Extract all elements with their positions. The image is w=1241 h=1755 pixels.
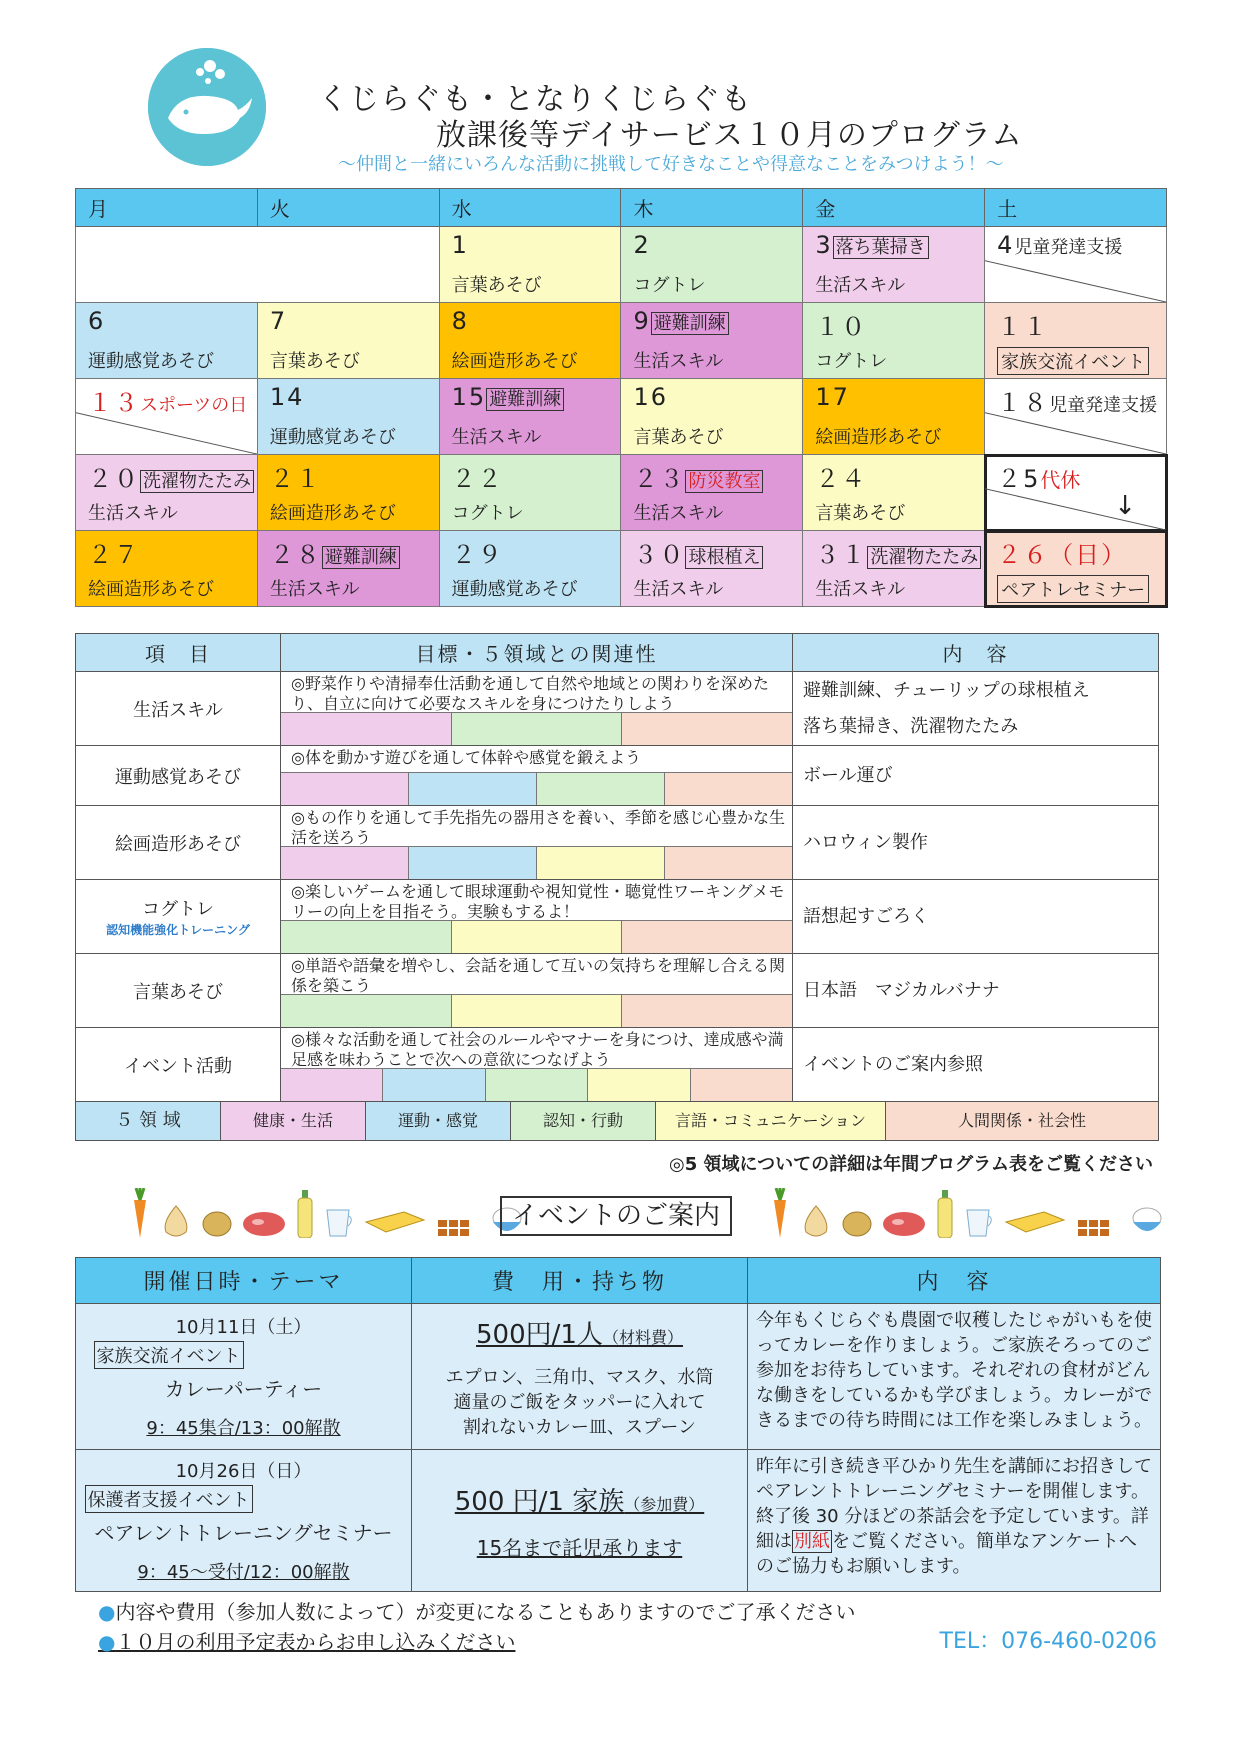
- day-number-text: 4: [997, 231, 1015, 259]
- footer-note-2: [98, 1626, 515, 1655]
- arrow-down-icon: ↓: [1114, 491, 1136, 521]
- day-number-text: 6: [88, 307, 106, 335]
- goals-header-cell: 目標・５領域との関連性: [281, 634, 793, 672]
- event-row-seminar: [76, 1450, 1161, 1592]
- event-row-curry: [76, 1304, 1161, 1450]
- day-number-text: １１: [997, 313, 1050, 341]
- event-item: 適量のご飯をタッパーに入れて: [453, 1391, 706, 1413]
- calendar-day-cell[interactable]: [985, 303, 1167, 379]
- weekday-header: 木: [621, 189, 803, 227]
- domain-color-bars: [281, 772, 792, 805]
- calendar-day-cell[interactable]: [76, 379, 258, 455]
- calendar-week-row: [76, 455, 1167, 531]
- event-fee-note: （材料費）: [602, 1327, 683, 1347]
- day-activity: 絵画造形あそび: [815, 427, 942, 448]
- meat-icon: [882, 1210, 926, 1238]
- day-number-text: 2: [633, 231, 651, 259]
- day-number: [452, 535, 504, 570]
- day-number: [633, 535, 763, 570]
- calendar-week-row: [76, 379, 1167, 455]
- calendar-day-cell[interactable]: [76, 303, 258, 379]
- event-items: [412, 1365, 747, 1440]
- day-number: [88, 535, 140, 570]
- goals-row: [76, 1028, 1159, 1102]
- domain-color-bar: [409, 773, 537, 805]
- carrot-icon: [770, 1188, 790, 1238]
- meat-icon: [242, 1210, 286, 1238]
- goals-goal-text: ◎体を動かす遊びを通して体幹や感覚を鍛えよう: [291, 748, 641, 767]
- goals-row: [76, 672, 1159, 746]
- day-event-label: 児童発達支援: [1014, 237, 1123, 258]
- calendar-day-cell[interactable]: [985, 531, 1167, 607]
- day-number: [815, 307, 867, 342]
- day-activity: 生活スキル: [633, 503, 724, 524]
- event-desc-text: 昨年に引き続き平ひかり先生を講師にお招きしてペアレントトレーニングセミナーを開催します。終了後 30 分ほどの茶話会を予定しています。詳細は: [756, 1456, 1152, 1552]
- bullet-icon: ●: [98, 1630, 116, 1654]
- oil-bottle-icon: [296, 1190, 314, 1238]
- bullet-icon: ●: [98, 1600, 116, 1624]
- day-number-text: １０: [815, 313, 868, 341]
- goals-content-cell: [793, 746, 1159, 806]
- goals-goal-cell: [281, 1028, 793, 1102]
- event-fee: [412, 1314, 747, 1351]
- domains-note: ◎5 領域についての詳細は年間プログラム表をご覧ください: [669, 1154, 1153, 1175]
- goals-goal-text: ◎様々な活動を通して社会のルールやマナーを身につけ、達成感や満足感を味わうことで次への意欲につなげよう: [291, 1030, 784, 1068]
- calendar-day-cell[interactable]: [439, 227, 621, 303]
- goals-content-line: イベントのご案内参照: [803, 1053, 983, 1075]
- calendar-day-cell[interactable]: [621, 379, 803, 455]
- day-activity: 言葉あそび: [633, 427, 724, 448]
- calendar-day-cell[interactable]: [439, 379, 621, 455]
- event-badge: 家族交流イベント: [94, 1341, 244, 1369]
- goals-goal-cell: [281, 746, 793, 806]
- phone-number[interactable]: TEL：076-460-0206: [939, 1629, 1157, 1654]
- event-time: 9：45集合/13：00解散: [146, 1418, 341, 1439]
- weekday-header: 月: [76, 189, 258, 227]
- day-number: [997, 535, 1127, 570]
- day-activity: 運動感覚あそび: [88, 351, 214, 372]
- day-activity: 言葉あそび: [815, 503, 906, 524]
- calendar-body: [76, 227, 1167, 607]
- calendar-week-row: [76, 531, 1167, 607]
- goals-content-cell: [793, 1028, 1159, 1102]
- event-header-content: 内 容: [748, 1258, 1161, 1304]
- goals-content-cell: [793, 806, 1159, 880]
- day-event-label: 洗濯物たたみ: [867, 546, 981, 569]
- domain-color-bar: [622, 713, 792, 745]
- day-number-text: ２２: [451, 465, 504, 493]
- domain-legend-item: 運動・感覚: [366, 1102, 511, 1140]
- domains-label: ５ 領 域: [76, 1102, 221, 1140]
- domain-color-bars: [281, 712, 792, 745]
- day-event-label: 防災教室: [685, 470, 763, 493]
- day-number-text: ２5: [997, 465, 1041, 493]
- day-event-label: 落ち葉掃き: [833, 236, 929, 259]
- day-number-text: ２３: [633, 465, 686, 493]
- footer-note-1: [98, 1596, 855, 1625]
- domains-legend-row: [76, 1102, 1159, 1141]
- event-description: [748, 1450, 1161, 1592]
- day-number: [997, 307, 1049, 342]
- day-event-label: スポーツの日: [140, 395, 248, 416]
- domain-color-bar: [665, 773, 792, 805]
- goals-row: [76, 880, 1159, 954]
- goals-content-line: ハロウィン製作: [803, 831, 928, 853]
- day-event-label: 代休: [1040, 468, 1081, 492]
- day-number-text: 3: [815, 231, 833, 259]
- day-number-text: ２８: [269, 541, 322, 569]
- goals-goal-text: ◎単語や語彙を増やし、会話を通して互いの気持ちを理解し合える関係を築こう: [291, 956, 785, 994]
- day-number: [270, 307, 287, 335]
- domain-color-bar: [281, 995, 452, 1027]
- domain-color-bar: [665, 847, 792, 879]
- day-event-label: 球根植え: [685, 546, 763, 569]
- domain-color-bar: [537, 773, 665, 805]
- footer-note-2-text: １０月の利用予定表からお申し込みください: [115, 1630, 516, 1654]
- domain-color-bars: [281, 846, 792, 879]
- potato-icon: [202, 1210, 232, 1238]
- goals-goal-cell: [281, 880, 793, 954]
- day-number: [270, 383, 305, 411]
- day-activity: 生活スキル: [269, 579, 360, 600]
- domain-legend-item: 認知・行動: [511, 1102, 656, 1140]
- domain-color-bar: [281, 773, 409, 805]
- day-number-text: １３: [88, 389, 140, 417]
- day-activity: 運動感覚あそび: [269, 427, 396, 448]
- event-banner-title: イベントのご案内: [500, 1196, 732, 1236]
- day-activity: 生活スキル: [88, 503, 178, 524]
- goals-item-subtitle: 認知機能強化トレーニング: [106, 923, 250, 937]
- goals-item-name: コグトレ: [142, 899, 214, 920]
- rice-bowl-icon: [1130, 1206, 1164, 1238]
- event-table: [75, 1257, 1161, 1592]
- day-number-text: 9: [633, 307, 651, 335]
- butter-icon: [364, 1208, 426, 1238]
- day-number-text: ３１: [815, 541, 868, 569]
- domain-color-bar: [622, 995, 792, 1027]
- day-number: [997, 231, 1122, 259]
- day-number-text: ２７: [88, 541, 140, 569]
- domain-color-bar: [452, 995, 623, 1027]
- calendar-day-cell[interactable]: [257, 303, 439, 379]
- calendar-day-cell[interactable]: [985, 379, 1167, 455]
- day-activity: 生活スキル: [815, 275, 906, 296]
- calendar-day-cell[interactable]: [439, 531, 621, 607]
- domain-color-bars: [281, 994, 792, 1027]
- domain-color-bar: [537, 847, 665, 879]
- goals-goal-text: ◎楽しいゲームを通して眼球運動や視知覚性・聴覚性ワーキングメモリーの向上を目指そう。実験もするよ！: [291, 882, 785, 920]
- calendar-table: [75, 188, 1167, 607]
- goals-content-cell: [793, 672, 1159, 746]
- goals-goal-cell: [281, 672, 793, 746]
- domain-color-bar: [281, 921, 452, 953]
- day-number-text: ２６（日）: [997, 541, 1128, 569]
- domain-color-bar: [281, 1069, 383, 1101]
- goals-header-row: [76, 634, 1159, 672]
- weekday-header: 水: [439, 189, 621, 227]
- day-number: [633, 231, 650, 259]
- event-fee-note: （参加費）: [624, 1494, 705, 1514]
- day-number-text: １８: [997, 389, 1050, 417]
- day-number: [452, 459, 504, 494]
- day-number-text: ２４: [815, 465, 868, 493]
- calendar-day-cell[interactable]: [621, 455, 803, 531]
- goals-body: [76, 672, 1159, 1141]
- page-title-line1: くじらぐも・となりくじらぐも: [318, 82, 752, 117]
- page-subtitle: ～仲間と一緒にいろんな活動に挑戦して好きなことや得意なことをみつけよう！～: [338, 154, 1004, 175]
- day-number-text: 7: [269, 307, 288, 335]
- calendar-day-cell[interactable]: [257, 455, 439, 531]
- domain-color-bar: [452, 713, 623, 745]
- calendar-day-cell[interactable]: [439, 455, 621, 531]
- domain-color-bar: [452, 921, 623, 953]
- day-number-text: ２９: [451, 541, 504, 569]
- day-activity: コグトレ: [451, 503, 524, 524]
- day-activity: コグトレ: [633, 275, 706, 296]
- day-number-text: 8: [451, 307, 469, 335]
- goals-item-cell: [76, 746, 281, 806]
- calendar-day-cell[interactable]: [76, 227, 440, 303]
- goals-goal-text: ◎野菜作りや清掃奉仕活動を通して自然や地域との関わりを深めたり、自立に向けて必要なスキルを身につけたりしよう: [291, 674, 769, 712]
- weekday-header: 金: [803, 189, 985, 227]
- day-number: [815, 535, 981, 570]
- event-badge: 保護者支援イベント: [85, 1485, 253, 1513]
- day-activity: 言葉あそび: [269, 351, 360, 372]
- day-number: [997, 459, 1080, 494]
- domain-color-bar: [383, 1069, 485, 1101]
- goals-item-name: 絵画造形あそび: [115, 833, 241, 855]
- day-number: [452, 383, 565, 411]
- day-activity: 絵画造形あそび: [88, 579, 214, 600]
- goals-item-cell: [76, 954, 281, 1028]
- domain-color-bar: [486, 1069, 588, 1101]
- curry-roux-icon: [1076, 1218, 1120, 1238]
- goals-goal-cell: [281, 954, 793, 1028]
- day-activity: 家族交流イベント: [997, 347, 1149, 375]
- domain-color-bar: [281, 713, 452, 745]
- calendar-day-cell[interactable]: [76, 455, 258, 531]
- day-activity: 生活スキル: [815, 579, 906, 600]
- calendar-day-cell[interactable]: [439, 303, 621, 379]
- goals-item-name: 生活スキル: [133, 699, 223, 721]
- day-number: [633, 307, 728, 335]
- goals-content-cell: [793, 880, 1159, 954]
- calendar-day-cell[interactable]: [803, 379, 985, 455]
- day-activity: 生活スキル: [451, 427, 542, 448]
- goals-item-name: 言葉あそび: [133, 981, 223, 1003]
- butter-icon: [1004, 1208, 1066, 1238]
- calendar-day-cell[interactable]: [621, 227, 803, 303]
- day-number-text: ２１: [269, 465, 322, 493]
- day-number: [270, 459, 322, 494]
- day-number-text: ３０: [633, 541, 686, 569]
- day-number: [815, 231, 928, 259]
- goals-content-line: 語想起すごろく: [803, 905, 929, 927]
- carrot-icon: [130, 1188, 150, 1238]
- day-number: [452, 231, 469, 259]
- goals-content-line: 避難訓練、チューリップの球根植え: [803, 679, 1090, 701]
- event-date: 10月11日（土）: [175, 1317, 312, 1338]
- day-number: [997, 383, 1157, 418]
- day-activity: 絵画造形あそび: [451, 351, 578, 372]
- goals-row: [76, 746, 1159, 806]
- day-number-text: 16: [633, 383, 669, 411]
- calendar-day-cell[interactable]: [621, 303, 803, 379]
- domain-color-bar: [622, 921, 792, 953]
- event-date-cell: [76, 1450, 412, 1592]
- event-fee: [412, 1481, 747, 1518]
- domain-legend-item: 健康・生活: [221, 1102, 366, 1140]
- calendar-day-cell[interactable]: [257, 531, 439, 607]
- day-event-label: 避難訓練: [486, 388, 564, 411]
- calendar-day-cell[interactable]: [803, 531, 985, 607]
- event-capacity: 15名まで託児承ります: [476, 1535, 683, 1560]
- day-number: [633, 459, 763, 494]
- calendar-day-cell[interactable]: [257, 379, 439, 455]
- event-fee-amount: 500 円/1 家族: [454, 1486, 625, 1517]
- domain-color-bar: [409, 847, 537, 879]
- day-activity: 運動感覚あそび: [451, 579, 578, 600]
- day-activity: コグトレ: [815, 351, 888, 372]
- event-date: 10月26日（日）: [175, 1461, 312, 1482]
- day-number: [815, 383, 850, 411]
- day-activity: 言葉あそび: [451, 275, 542, 296]
- footer-note-1-text: 内容や費用（参加人数によって）が変更になることもありますのでご了承ください: [115, 1600, 856, 1624]
- goals-header-cell: 項 目: [76, 634, 281, 672]
- domains-legend-cell: [76, 1102, 1159, 1141]
- event-fee-cell: [412, 1304, 748, 1450]
- calendar-day-cell[interactable]: [76, 531, 258, 607]
- day-number: [815, 459, 867, 494]
- day-number-text: 14: [269, 383, 305, 411]
- onion-icon: [800, 1204, 832, 1238]
- milk-cup-icon: [324, 1206, 354, 1238]
- calendar-week-row: [76, 303, 1167, 379]
- calendar-day-cell[interactable]: [985, 455, 1167, 531]
- day-event-label: 洗濯物たたみ: [140, 470, 254, 493]
- event-description: 今年もくじらぐも農園で収穫したじゃがいもを使ってカレーを作りましょう。ご家族そろってのご参加をお待ちしています。それぞれの食材がどんな働きをしているかも学びましょう。カレーができるまでの待ち時間には工作を楽しみましょう。: [748, 1304, 1161, 1450]
- day-number-text: 17: [815, 383, 850, 411]
- day-number: [633, 383, 668, 411]
- food-illustrations-left: [130, 1188, 524, 1238]
- domain-color-bar: [588, 1069, 690, 1101]
- calendar-day-cell[interactable]: [803, 227, 985, 303]
- calendar-weekday-row: [76, 189, 1167, 227]
- event-header-date: 開催日時・テーマ: [76, 1258, 412, 1304]
- goals-item-cell: [76, 806, 281, 880]
- onion-icon: [160, 1204, 192, 1238]
- calendar-day-cell[interactable]: [621, 531, 803, 607]
- event-item: 割れないカレー皿、スプーン: [462, 1416, 697, 1438]
- domain-color-bars: [281, 1068, 792, 1101]
- day-activity: ペアトレセミナー: [997, 575, 1149, 603]
- goals-content-line: ボール運び: [803, 764, 893, 786]
- day-activity: 生活スキル: [633, 351, 724, 372]
- page-title-line2: 放課後等デイサービス１０月のプログラム: [436, 118, 1023, 153]
- milk-cup-icon: [964, 1206, 994, 1238]
- event-time: 9：45～受付/12：00解散: [137, 1562, 350, 1583]
- goals-content-cell: [793, 954, 1159, 1028]
- goals-item-cell: [76, 880, 281, 954]
- domain-legend-item: 言語・コミュニケーション: [656, 1102, 886, 1140]
- goals-item-cell: [76, 672, 281, 746]
- day-activity: 絵画造形あそび: [269, 503, 396, 524]
- goals-goal-text: ◎もの作りを通して手先指先の器用さを養い、季節を感じ心豊かな生活を送ろう: [291, 808, 785, 846]
- goals-item-name: イベント活動: [124, 1055, 232, 1077]
- domain-color-bar: [281, 847, 409, 879]
- day-number: [88, 307, 105, 335]
- goals-goal-cell: [281, 806, 793, 880]
- day-number-text: ２０: [88, 465, 140, 493]
- event-fee-cell: [412, 1450, 748, 1592]
- goals-table: [75, 633, 1159, 1141]
- calendar-day-cell[interactable]: [985, 227, 1167, 303]
- potato-icon: [842, 1210, 872, 1238]
- goals-item-cell: [76, 1028, 281, 1102]
- event-fee-amount: 500円/1人: [476, 1319, 603, 1350]
- day-event-label: 児童発達支援: [1049, 395, 1158, 416]
- event-header-fee: 費 用・持ち物: [412, 1258, 748, 1304]
- day-number: [88, 383, 247, 418]
- calendar-day-cell[interactable]: [803, 303, 985, 379]
- domain-legend-item: 人間関係・社会性: [886, 1102, 1158, 1140]
- day-number: [88, 459, 254, 494]
- food-illustrations-right: [770, 1188, 1164, 1238]
- curry-roux-icon: [436, 1218, 480, 1238]
- whale-logo-icon: [148, 48, 266, 166]
- domain-color-bar: [691, 1069, 792, 1101]
- day-number-text: 15: [451, 383, 487, 411]
- event-theme: カレーパーティー: [164, 1377, 323, 1401]
- event-item: エプロン、三角巾、マスク、水筒: [445, 1366, 714, 1388]
- weekday-header: 火: [257, 189, 439, 227]
- event-desc-text: をご覧ください。簡単なアンケートへのご協力もお願いします。: [756, 1531, 1137, 1577]
- event-date-cell: [76, 1304, 412, 1450]
- event-header-row: [76, 1258, 1161, 1304]
- day-event-label: 避難訓練: [322, 546, 400, 569]
- domain-color-bars: [281, 920, 792, 953]
- goals-row: [76, 954, 1159, 1028]
- day-activity: 生活スキル: [633, 579, 724, 600]
- calendar-day-cell[interactable]: [803, 455, 985, 531]
- goals-item-name: 運動感覚あそび: [115, 766, 241, 788]
- oil-bottle-icon: [936, 1190, 954, 1238]
- day-number: [452, 307, 469, 335]
- calendar-week-row: [76, 227, 1167, 303]
- day-event-label: 避難訓練: [651, 312, 729, 335]
- event-theme: ペアレントトレーニングセミナー: [94, 1521, 393, 1545]
- day-number-text: 1: [451, 231, 469, 259]
- day-number: [270, 535, 400, 570]
- weekday-header: 土: [985, 189, 1167, 227]
- goals-content-line: 落ち葉掃き、洗濯物たたみ: [803, 715, 1019, 737]
- goals-row: [76, 806, 1159, 880]
- event-desc-link[interactable]: 別紙: [794, 1531, 830, 1552]
- goals-content-line: 日本語 マジカルバナナ: [803, 979, 1000, 1001]
- goals-header-cell: 内 容: [793, 634, 1159, 672]
